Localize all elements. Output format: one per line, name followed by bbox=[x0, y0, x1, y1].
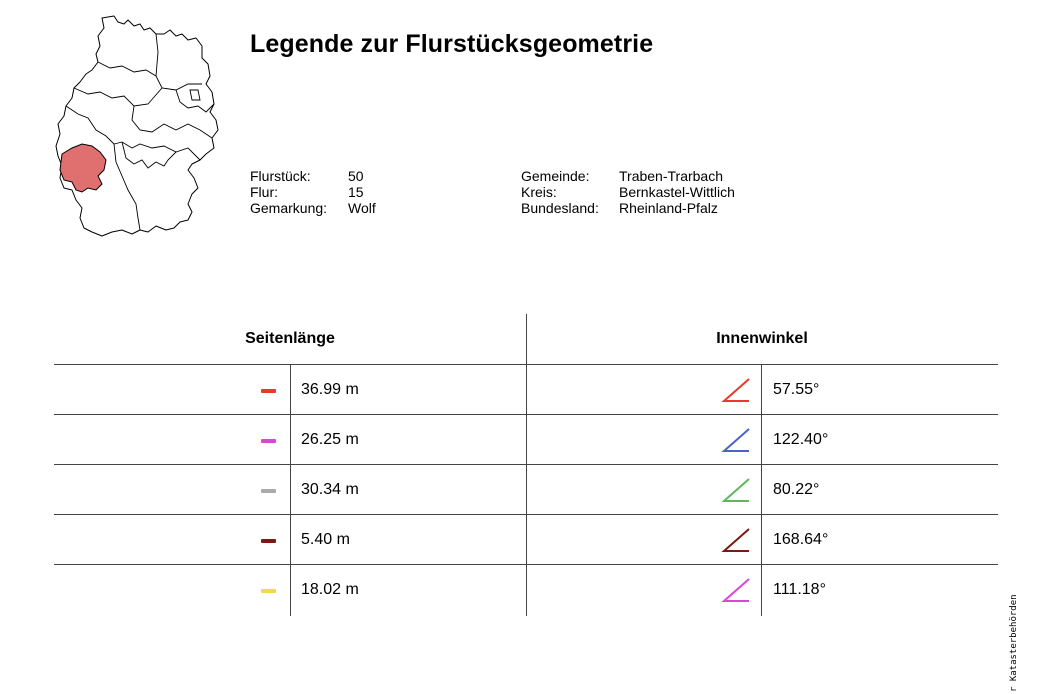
angle-icon bbox=[721, 427, 751, 453]
parcel-label: Gemarkung: bbox=[250, 200, 328, 216]
side-color-swatch bbox=[261, 539, 276, 543]
location-row-gemeinde bbox=[521, 168, 735, 184]
interior-angle-value: 168.64° bbox=[773, 531, 829, 548]
angle-icon bbox=[721, 577, 751, 603]
table-rule bbox=[54, 364, 998, 365]
side-length-value: 5.40 m bbox=[301, 531, 350, 548]
location-label: Bundesland: bbox=[521, 200, 599, 216]
location-value: Traben-Trarbach bbox=[619, 168, 724, 184]
parcel-value: Wolf bbox=[348, 200, 376, 216]
table-divider bbox=[526, 314, 527, 616]
parcel-label: Flurstück: bbox=[250, 168, 311, 184]
side-color-swatch bbox=[261, 589, 276, 593]
interior-angle-value: 122.40° bbox=[773, 431, 829, 448]
side-color-swatch bbox=[261, 389, 276, 393]
table-rule bbox=[54, 464, 998, 465]
table-rule bbox=[54, 414, 998, 415]
table-divider bbox=[761, 364, 762, 616]
parcel-info bbox=[250, 168, 376, 216]
side-length-header: Seitenlänge bbox=[245, 330, 335, 347]
location-row-bundesland bbox=[521, 200, 735, 216]
angle-icon bbox=[721, 377, 751, 403]
parcel-value: 15 bbox=[348, 184, 364, 200]
location-info bbox=[521, 168, 735, 216]
side-color-swatch bbox=[261, 439, 276, 443]
parcel-row-flurstueck bbox=[250, 168, 376, 184]
parcel-row-flur bbox=[250, 184, 376, 200]
side-note: r Katasterbehörden bbox=[1009, 594, 1019, 692]
interior-angle-value: 57.55° bbox=[773, 381, 820, 398]
side-length-value: 18.02 m bbox=[301, 581, 359, 598]
page-title: Legende zur Flurstücksgeometrie bbox=[250, 30, 654, 58]
location-label: Kreis: bbox=[521, 184, 557, 200]
side-length-value: 26.25 m bbox=[301, 431, 359, 448]
side-length-value: 30.34 m bbox=[301, 481, 359, 498]
germany-map bbox=[52, 12, 228, 246]
interior-angle-value: 111.18° bbox=[773, 581, 826, 598]
location-value: Rheinland-Pfalz bbox=[619, 200, 718, 216]
parcel-row-gemarkung bbox=[250, 200, 376, 216]
table-divider bbox=[290, 364, 291, 616]
interior-angle-header: Innenwinkel bbox=[716, 330, 808, 347]
location-label: Gemeinde: bbox=[521, 168, 590, 184]
parcel-label: Flur: bbox=[250, 184, 278, 200]
interior-angle-value: 80.22° bbox=[773, 481, 820, 498]
side-color-swatch bbox=[261, 489, 276, 493]
side-length-value: 36.99 m bbox=[301, 381, 359, 398]
angle-icon bbox=[721, 477, 751, 503]
table-rule bbox=[54, 514, 998, 515]
parcel-value: 50 bbox=[348, 168, 364, 184]
location-row-kreis bbox=[521, 184, 735, 200]
angle-icon bbox=[721, 527, 751, 553]
table-rule bbox=[54, 564, 998, 565]
location-value: Bernkastel-Wittlich bbox=[619, 184, 735, 200]
